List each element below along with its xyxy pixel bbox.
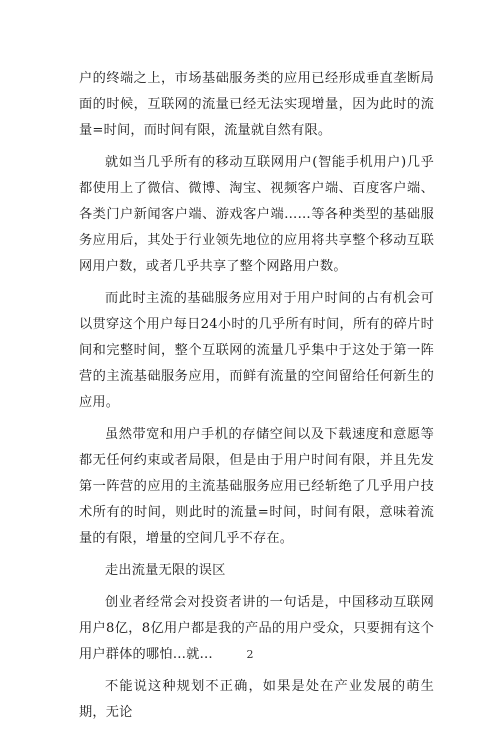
paragraph-6: 不能说这种规划不正确，如果是处在产业发展的萌生期，无论: [79, 679, 434, 720]
paragraph-4: 虽然带宽和用户手机的存储空间以及下载速度和意愿等都无任何约束或者局限，但是由于用户时间有限，并且先发第一阵营的应用的主流基础服务应用已经斩绝了几乎用户技术所有的时间，则此时的流量=时间，时间有限，意味着流量的有限，增量的空间几乎不存在。: [79, 427, 434, 546]
paragraph-3: 而此时主流的基础服务应用对于用户时间的占有机会可以贯穿这个用户每日24小时的几乎所有时间，所有的碎片时间和完整时间，整个互联网的流量几乎集中于这处于第一阵营的主流基础服务应用，而鲜有流量的空间留给任何新生的应用。: [79, 291, 434, 410]
paragraph-2: 就如当几乎所有的移动互联网用户(智能手机用户)几乎都使用上了微信、微博、淘宝、视频客户端、百度客户端、各类门户新闻客户端、游戏客户端……等各种类型的基础服务应用后，其处于行业领先地位的应用将共享整个移动互联网用户数，或者几乎共享了整个网路用户数。: [79, 155, 434, 274]
paragraph-5: 创业者经常会对投资者讲的一句话是，中国移动互联网用户8亿，8亿用户都是我的产品的用户受众，只要拥有这个用户群体的哪怕…就…: [79, 595, 434, 662]
page-number: 2: [246, 648, 254, 661]
paragraph-1: 户的终端之上，市场基础服务类的应用已经形成垂直垄断局面的时候，互联网的流量已经无法实现增量，因为此时的流量=时间，而时间有限，流量就自然有限。: [79, 71, 434, 138]
document-body: [79, 66, 434, 732]
section-heading: 走出流量无限的误区: [105, 563, 226, 578]
